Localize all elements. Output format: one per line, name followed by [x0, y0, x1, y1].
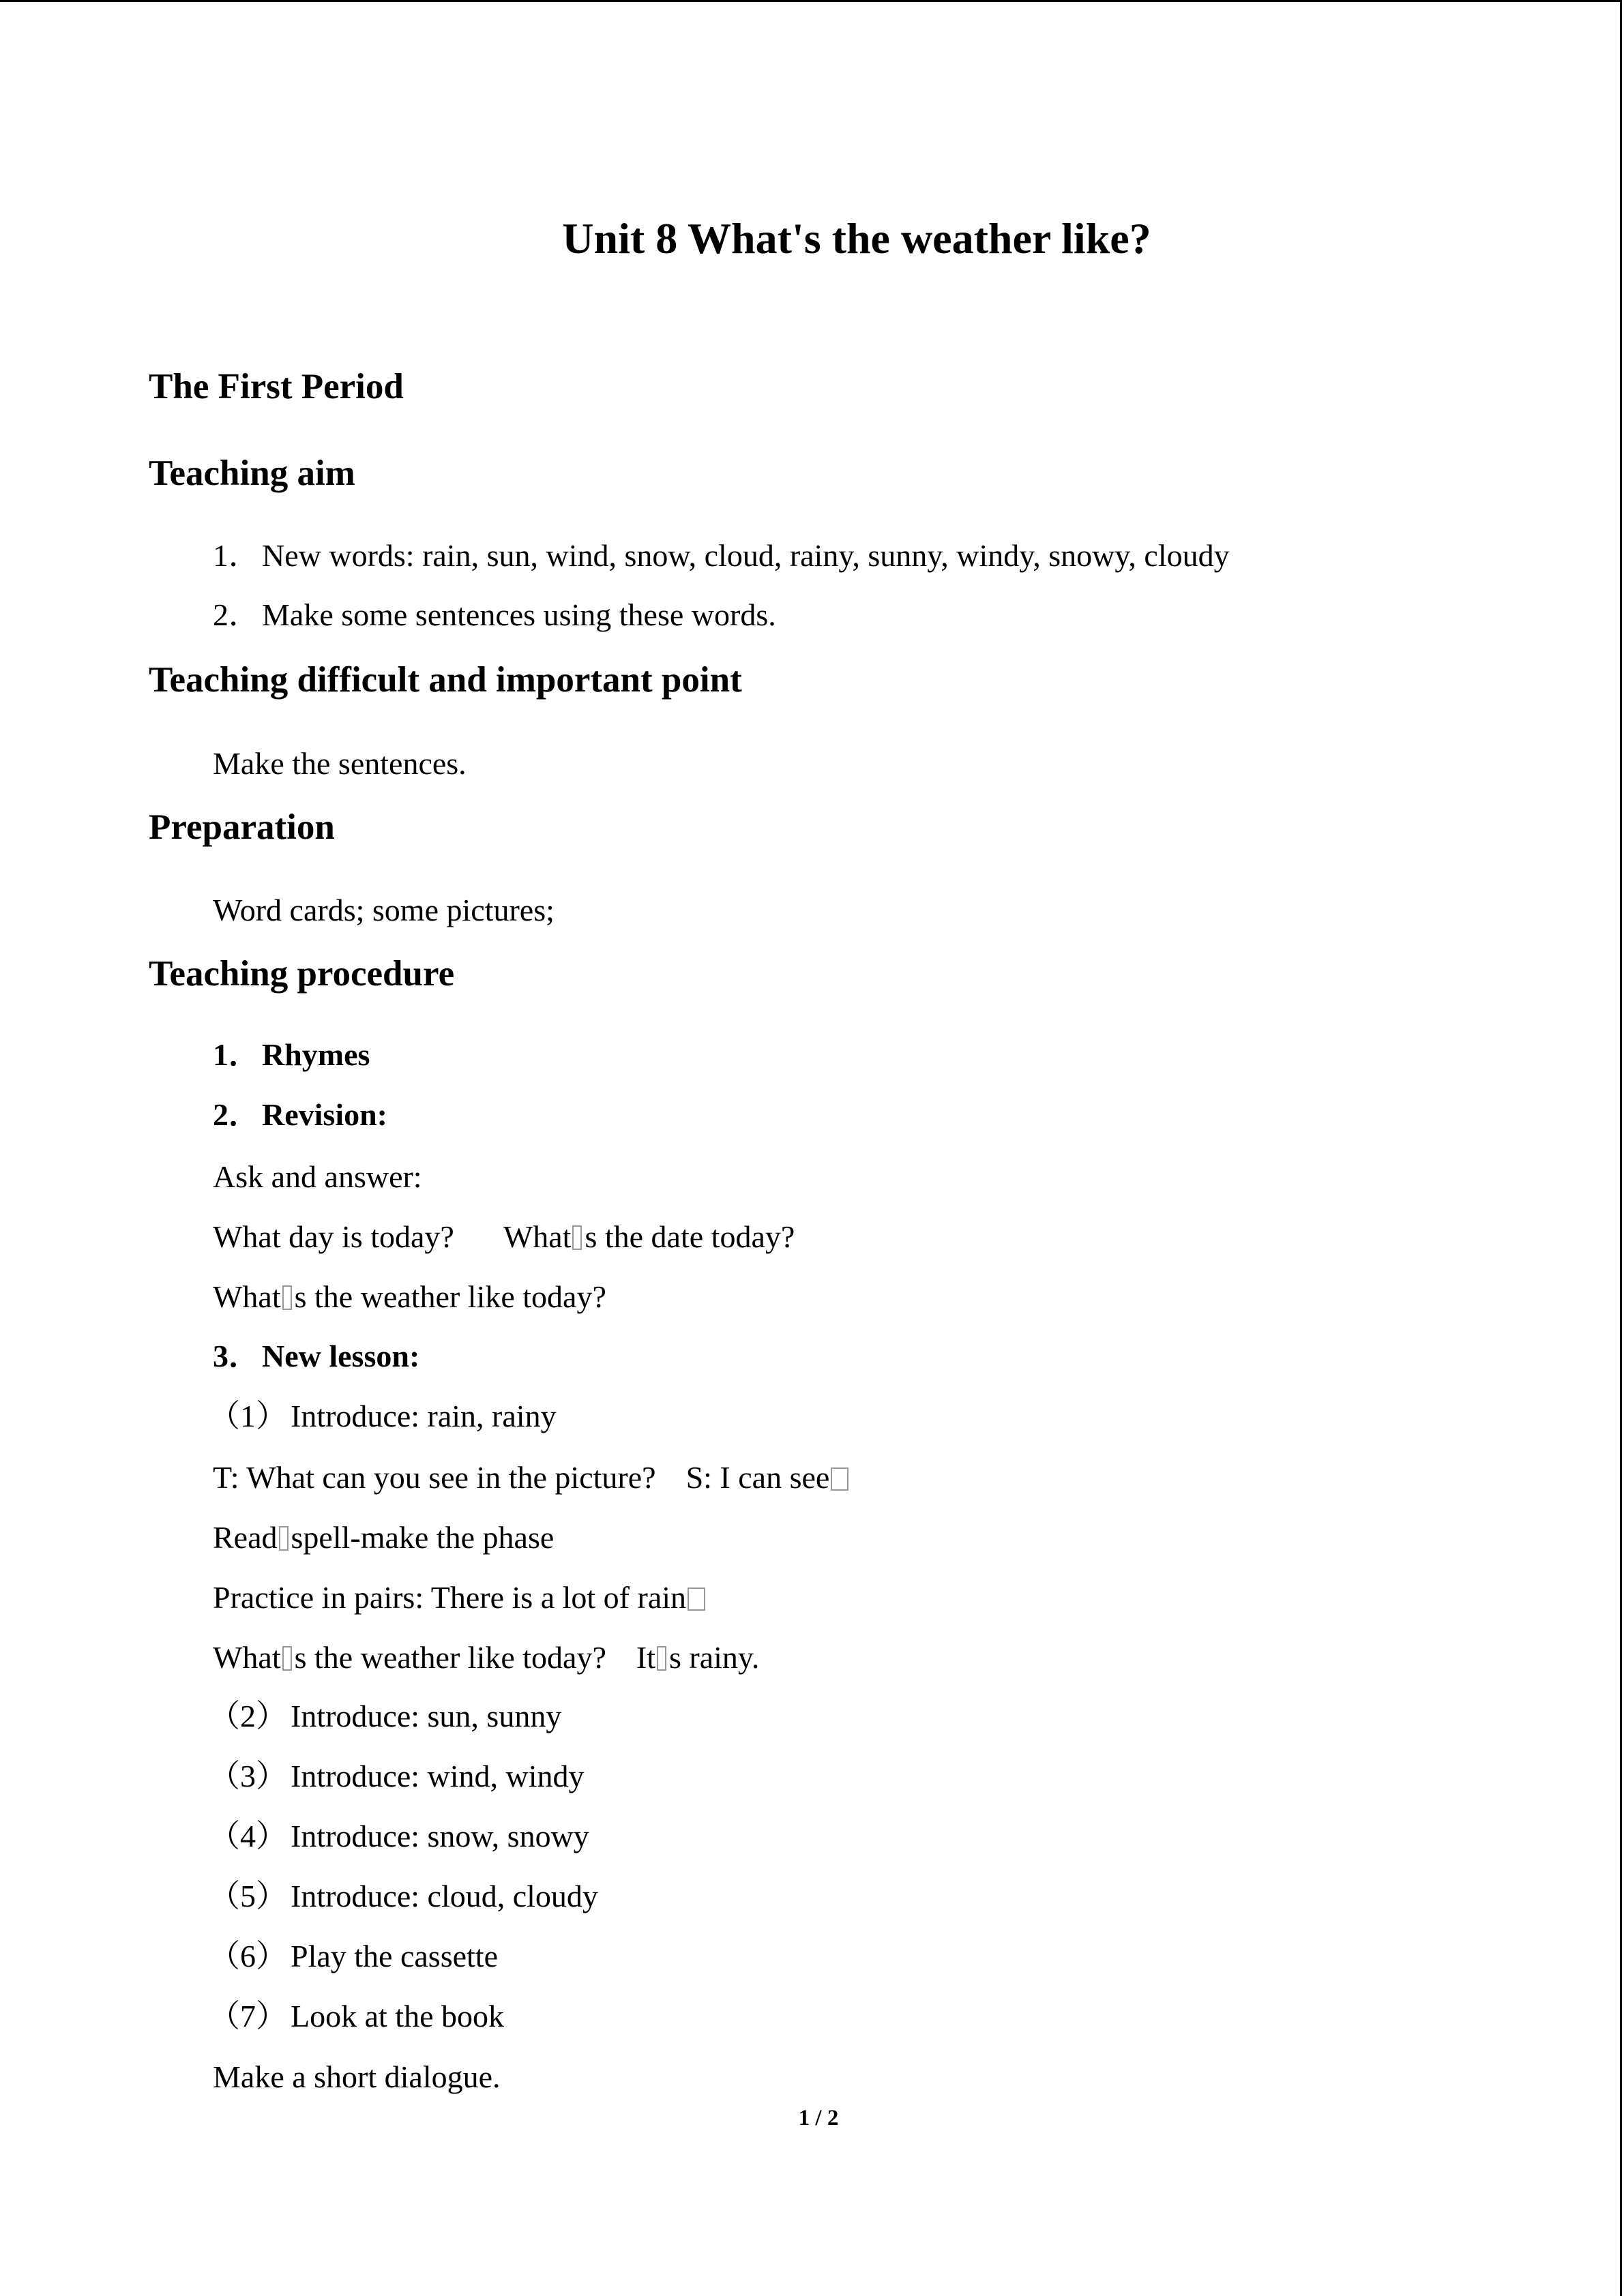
- student-answer: S: I can see: [685, 1460, 830, 1495]
- step-number: 1．: [213, 1037, 260, 1072]
- step-label: Revision:: [262, 1097, 387, 1132]
- missing-glyph-box: [688, 1587, 705, 1611]
- question-date-end: s the date today?: [585, 1219, 795, 1254]
- page-number: 1 / 2: [798, 2106, 839, 2130]
- sub-step-7: [206, 1997, 504, 2036]
- read-start: Read: [213, 1520, 278, 1555]
- sub-step-text: Play the cassette: [291, 1939, 499, 1973]
- sub-step-text: Introduce: sun, sunny: [291, 1699, 562, 1733]
- aim-item-1: [213, 536, 1230, 576]
- missing-glyph-box: [572, 1225, 582, 1250]
- sub-step-number: （2）: [209, 1699, 287, 1733]
- step-number: 3．: [213, 1339, 260, 1373]
- difficult-point-text: Make the sentences.: [213, 746, 467, 781]
- aim-item-text: Make some sentences using these words.: [262, 597, 776, 632]
- sub-step-text: Introduce: cloud, cloudy: [291, 1879, 598, 1913]
- step-rhymes: [213, 1035, 370, 1075]
- sub-step-text: Introduce: rain, rainy: [291, 1399, 557, 1433]
- missing-glyph-box: [831, 1467, 848, 1491]
- teacher-question: T: What can you see in the picture?: [213, 1460, 656, 1495]
- sub-step-1: [206, 1397, 557, 1436]
- missing-glyph-box: [279, 1526, 289, 1551]
- weather-rainy-line: [213, 1638, 759, 1678]
- missing-glyph-box: [282, 1646, 292, 1671]
- revision-questions-line: [213, 1217, 795, 1257]
- step-label: Rhymes: [262, 1037, 370, 1072]
- read-end: spell-make the phase: [291, 1520, 555, 1555]
- aim-item-text: New words: rain, sun, wind, snow, cloud, rainy, sunny, windy, snowy, cloudy: [262, 538, 1230, 573]
- sub-step-number: （7）: [209, 1999, 287, 2033]
- document-title: Unit 8 What's the weather like?: [562, 214, 1151, 263]
- sub-step-4: [206, 1817, 589, 1856]
- aim-item-number: 2．: [213, 597, 260, 632]
- procedure-heading: Teaching procedure: [149, 954, 455, 994]
- aim-item-2: [213, 595, 776, 635]
- step-new-lesson: [213, 1337, 419, 1376]
- sub-step-5: [206, 1877, 598, 1916]
- teaching-aim-heading: Teaching aim: [149, 453, 355, 493]
- rainy-answer-end: s rainy.: [669, 1640, 760, 1675]
- sub-step-3: [206, 1757, 585, 1796]
- weather-question-end: s the weather like today?: [294, 1279, 606, 1314]
- missing-glyph-box: [657, 1646, 666, 1671]
- sub-step-number: （5）: [209, 1879, 287, 1913]
- sub-step-text: Introduce: wind, windy: [291, 1759, 585, 1793]
- period-heading: The First Period: [149, 367, 404, 406]
- sub-step-number: （3）: [209, 1759, 287, 1793]
- preparation-text: Word cards; some pictures;: [213, 893, 555, 927]
- weather-question-start: What: [213, 1279, 281, 1314]
- sub-step-2: [206, 1697, 561, 1736]
- difficult-point-heading: Teaching difficult and important point: [149, 660, 742, 700]
- sub-step-number: （4）: [209, 1819, 287, 1853]
- aim-item-number: 1．: [213, 538, 260, 573]
- step-revision: [213, 1095, 387, 1135]
- preparation-heading: Preparation: [149, 807, 335, 847]
- step-number: 2．: [213, 1097, 260, 1132]
- sub-step-6: [206, 1937, 498, 1976]
- practice-line: [213, 1578, 707, 1617]
- sub-step-text: Look at the book: [291, 1999, 504, 2033]
- practice-text: Practice in pairs: There is a lot of rain: [213, 1580, 687, 1615]
- sub-step-number: （1）: [209, 1399, 287, 1433]
- step-label: New lesson:: [262, 1339, 420, 1373]
- revision-weather-question: [213, 1277, 606, 1317]
- weather-question-end: s the weather like today?: [294, 1640, 606, 1675]
- question-date-start: What: [503, 1219, 572, 1254]
- rainy-answer-start: It: [636, 1640, 655, 1675]
- ask-and-answer: Ask and answer:: [213, 1159, 422, 1194]
- dialogue-line: Make a short dialogue.: [213, 2059, 501, 2094]
- sub-step-text: Introduce: snow, snowy: [291, 1819, 589, 1853]
- sub-step-number: （6）: [209, 1939, 287, 1973]
- missing-glyph-box: [282, 1285, 292, 1310]
- teacher-student-line: [213, 1458, 850, 1497]
- read-spell-line: [213, 1518, 554, 1557]
- weather-question-start: What: [213, 1640, 281, 1675]
- question-day: What day is today?: [213, 1219, 454, 1254]
